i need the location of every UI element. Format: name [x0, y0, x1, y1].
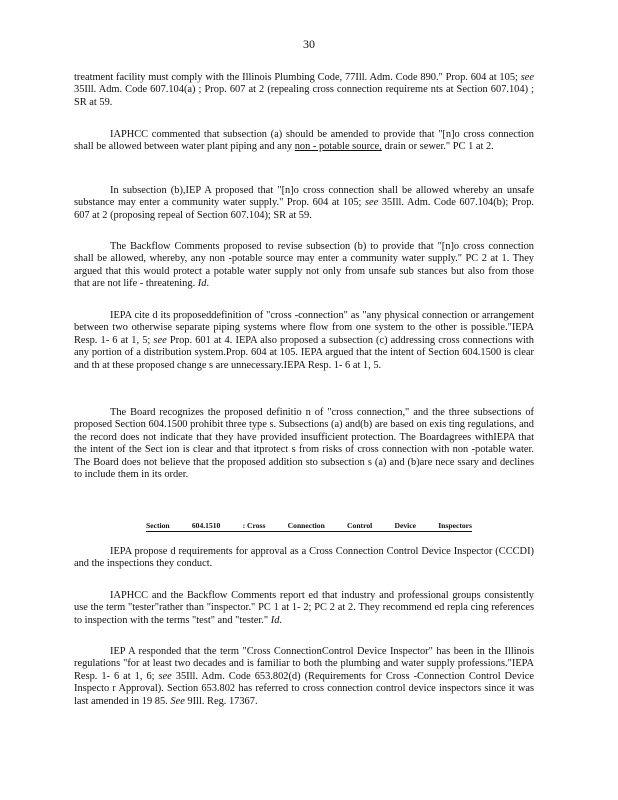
text-run: 35Ill. Adm. Code 607.104(b); Prop. 607 at 2 (proposing repeal of Section 607.104); SR at 59. — [74, 197, 534, 221]
paragraph-6 — [74, 407, 534, 481]
text-run: The Board recognizes the proposed definitio n of "cross connection," and the three subsections of proposed Section 604.1500 prohibit three type s. Subsections (a) and(b) are based on exis ting regulations, and the record does not indicate that they have provided insufficient protection. The Boardagrees withIEPA that the intent of the Sect ion is clear and that itprotect s from risks of cross connection with non -potable water. The Board does not believe that the proposed addition sto subsection s (a) and (b)are nece ssary and declines to include them in its order. — [74, 407, 534, 481]
heading-word: Device — [394, 521, 416, 530]
section-heading — [146, 521, 472, 532]
text-run: treatment facility must comply with the Illinois Plumbing Code, 77Ill. Adm. Code 890." Prop. 604 at 105; — [74, 72, 521, 83]
text-run: IEPA propose d requirements for approval as a Cross Connection Control Device Inspector (CCCDI) and the inspections they conduct. — [74, 546, 534, 570]
paragraph-8 — [74, 590, 534, 627]
paragraph-7 — [74, 546, 534, 571]
citation-signal: see — [520, 72, 534, 83]
heading-word: Inspectors — [438, 521, 472, 530]
heading-section-number: 604.1510 — [191, 521, 221, 530]
text-run: 35Ill. Adm. Code 607.104(a) ; Prop. 607 at 2 (repealing cross connection requireme nts at Section 607.104) ; SR at 59. — [74, 84, 534, 108]
text-run: 35Ill. Adm. Code 653.802(d) (Requirements for Cross -Connection Control Device Inspecto r Approval). Section 653.802 has referred to cross connection control device inspectors since it was last amended in 19 85. — [74, 670, 534, 707]
paragraph-9 — [74, 646, 534, 708]
citation-signal: See — [170, 695, 185, 707]
text-run: The Backflow Comments proposed to revise subsection (b) to provide that "[n]o cross connection shall be allowed, whereby, any non -potable source may enter a community water supply." PC 2 at 1. They argued that this would protect a potable water supply not only from unsafe sub stances but also from those that are not life - threatening. — [74, 241, 534, 290]
heading-word: : Cross — [242, 521, 266, 530]
heading-word: Connection — [287, 521, 325, 530]
citation-signal: see — [364, 197, 379, 209]
paragraph-3 — [74, 185, 534, 222]
text-run: Prop. 601 at 4. IEPA also proposed a subsection (c) addressing cross connections with any portion of a distribution system.Prop. 604 at 105. IEPA argued that the intent of Section 604.1500 is clear and th at these proposed change s are unnecessary.IEPA Resp. 1- 6 at 1, 5. — [74, 334, 534, 371]
underlined-text: non - potable source, — [294, 141, 382, 153]
text-run: . — [279, 614, 283, 626]
text-run: 9Ill. Reg. 17367. — [184, 695, 258, 707]
paragraph-2 — [74, 129, 534, 154]
heading-word: Control — [347, 521, 373, 530]
text-run: IAPHCC and the Backflow Comments report ed that industry and professional groups consistently use the term "tester"rather than "inspector." PC 1 at 1- 2; PC 2 at 2. They recommend ed repla cing references to inspection with the terms "test" and "tester." — [74, 590, 534, 626]
text-run: IAPHCC commented that subsection (a) should be amended to provide that "[n]o cross connection shall be allowed between water plant piping and any — [74, 129, 534, 153]
citation-signal: see — [158, 670, 172, 682]
text-run: IEPA cite d its proposeddefinition of "cross -connection" as "any physical connection or arrangement between two otherwise separate piping systems where flow from one system to the other is possible."IEPA Resp. 1- 6 at 1, 5; — [74, 310, 534, 346]
text-run: IEP A responded that the term "Cross ConnectionControl Device Inspector" has been in the Illinois regulations "for at least two decades and is familiar to both the plumbing and water supply professions."IEPA Resp. 1- 6 at 1, 6; — [74, 646, 534, 682]
text-run: In subsection (b),IEP A proposed that "[n]o cross connection shall be allowed whereby an unsafe substance may enter a community water supply." Prop. 604 at 105; — [74, 185, 534, 209]
text-run: . — [206, 278, 210, 290]
citation-signal: see — [153, 334, 167, 346]
page-number: 30 — [303, 37, 315, 51]
paragraph-1 — [74, 72, 534, 109]
heading-section-label: Section — [146, 521, 170, 530]
paragraph-4 — [74, 241, 534, 291]
citation-signal: Id — [270, 614, 280, 626]
text-run: drain or sewer." PC 1 at 2. — [381, 141, 494, 153]
citation-signal: Id — [197, 278, 207, 290]
paragraph-5 — [74, 310, 534, 372]
